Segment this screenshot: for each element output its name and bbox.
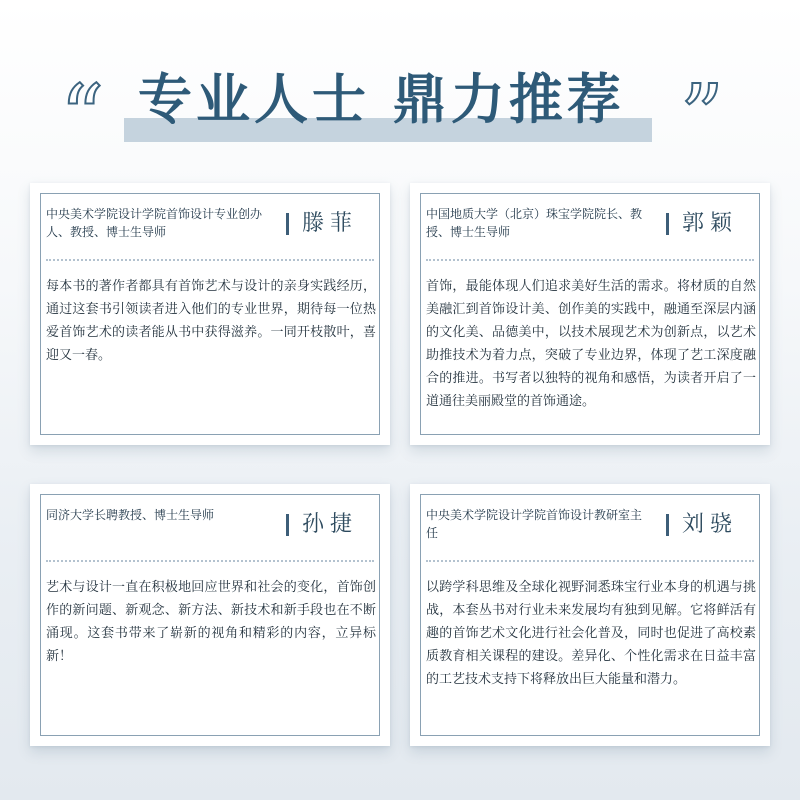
card-header: [426, 500, 754, 548]
name-bar-decoration: [666, 213, 669, 235]
recommendation-text: 艺术与设计一直在积极地回应世界和社会的变化，首饰创作的新问题、新观念、新方法、新技术和新手段也在不断涌现。这套书带来了崭新的视角和精彩的内容，立异标新！: [46, 580, 376, 664]
recommendation-card-1: [30, 183, 390, 445]
recommendation-card-2: [410, 183, 770, 445]
recommender-title: 中国地质大学（北京）珠宝学院院长、教授、博士生导师: [426, 207, 643, 239]
recommender-name: 滕菲: [302, 211, 359, 236]
close-quote-icon: ”: [680, 67, 724, 167]
dotted-divider: [46, 560, 374, 562]
dotted-divider: [426, 560, 754, 562]
recommender-title: 中央美术学院设计学院首饰设计专业创办人、教授、博士生导师: [46, 207, 263, 239]
recommendation-card-4: [410, 484, 770, 746]
name-bar-decoration: [286, 213, 289, 235]
page-title: 专业人士 鼎力推荐: [138, 67, 625, 131]
open-quote-icon: “: [60, 67, 104, 167]
name-bar-decoration: [286, 514, 289, 536]
dotted-divider: [46, 259, 374, 261]
recommendation-text: 首饰，最能体现人们追求美好生活的需求。将材质的自然美融汇到首饰设计美、创作美的实践中，融通至深层内涵的文化美、品德美中，以技术展现艺术为创新点，以艺术助推技术为着力点，突破了专业边界，体现了艺工深度融合的推进。书写者以独特的视角和感悟，为读者开启了一道通往美丽殿堂的首饰通途。: [426, 279, 756, 409]
recommendation-text: 每本书的著作者都具有首饰艺术与设计的亲身实践经历，通过这套书引领读者进入他们的专业世界，期待每一位热爱首饰艺术的读者能从书中获得滋养。一同开枝散叶，喜迎又一春。: [46, 279, 376, 363]
card-header: [426, 199, 754, 247]
recommender-name: 郭颖: [682, 211, 739, 236]
dotted-divider: [426, 259, 754, 261]
recommendation-text: 以跨学科思维及全球化视野洞悉珠宝行业本身的机遇与挑战，本套丛书对行业未来发展均有独到见解。它将鲜活有趣的首饰艺术文化进行社会化普及，同时也促进了高校素质教育相关课程的建设。差异化、个性化需求在日益丰富的工艺技术支持下将释放出巨大能量和潜力。: [426, 580, 756, 687]
recommender-title: 同济大学长聘教授、博士生导师: [46, 508, 215, 522]
name-bar-decoration: [666, 514, 669, 536]
header: [0, 0, 800, 167]
card-header: [46, 500, 374, 548]
card-header: [46, 199, 374, 247]
recommender-name: 刘骁: [682, 512, 739, 537]
recommendation-card-3: [30, 484, 390, 746]
recommender-title: 中央美术学院设计学院首饰设计教研室主任: [426, 508, 643, 540]
recommender-name: 孙捷: [302, 512, 359, 537]
